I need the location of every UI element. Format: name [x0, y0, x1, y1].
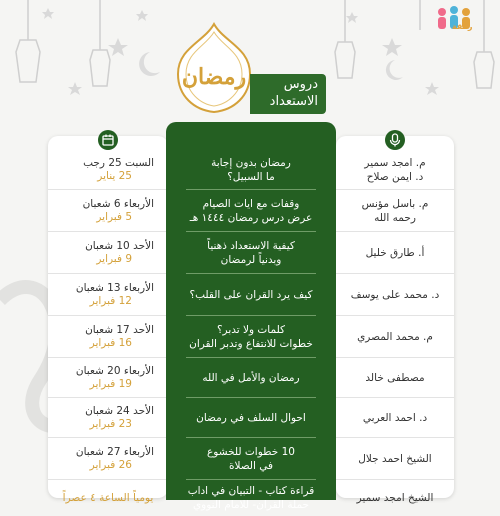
- speaker-name-line: م. امجد سمير: [364, 156, 426, 169]
- lesson-title-line: وبدنياً لرمضان: [220, 254, 282, 266]
- speaker-name-line: الشيخ امجد سمير: [356, 492, 434, 504]
- lesson-row: [166, 316, 336, 358]
- date-row: [48, 358, 168, 398]
- date-row: [48, 316, 168, 358]
- lesson-title-line: رمضان والأمل في الله: [202, 372, 300, 384]
- hijri-date: الأحد 17 شعبان: [85, 323, 154, 336]
- gregorian-date: 9 فبراير: [96, 252, 132, 265]
- lesson-row: [166, 274, 336, 316]
- date-row: [48, 480, 168, 516]
- lesson-title-line: ما السبيل؟: [227, 171, 275, 183]
- daily-time: يومياً الساعة ٤ عصراً: [62, 492, 154, 504]
- speaker-row: [336, 358, 454, 398]
- hijri-date: الأحد 10 شعبان: [85, 239, 154, 252]
- lesson-row: [166, 232, 336, 274]
- date-row: [48, 274, 168, 316]
- lesson-title-line: احوال السلف في رمضان: [196, 412, 306, 424]
- speaker-name-line: م. محمد المصري: [357, 330, 433, 343]
- title-line-1: دروس: [283, 77, 318, 92]
- lesson-title-line: 10 خطوات للخشوع: [207, 446, 295, 458]
- lesson-title-line: حملة القران- للامام النووي: [192, 499, 310, 511]
- lesson-title-line: خطوات للانتفاع وتدبر القران: [189, 338, 313, 350]
- lesson-title-line: كلمات ولا تدبر؟: [216, 324, 286, 336]
- ramadan-emblem: [172, 22, 256, 114]
- lesson-title-line: وقفات مع ايات الصيام: [202, 198, 300, 210]
- speaker-row: [336, 274, 454, 316]
- lesson-row: [166, 358, 336, 398]
- speaker-row: [336, 190, 454, 232]
- speaker-row: [336, 316, 454, 358]
- lesson-title-line: في الصلاة: [228, 460, 274, 472]
- speaker-name-line: د. محمد على يوسف: [350, 288, 440, 301]
- lesson-title-line: كيف يرد القران على القلب؟: [189, 289, 313, 301]
- logo-icon: [434, 4, 484, 36]
- lesson-row: [166, 398, 336, 438]
- emblem-text: رمضان: [181, 64, 247, 90]
- speakers-column: [336, 136, 454, 504]
- microphone-icon: [385, 130, 405, 150]
- hijri-date: الأحد 24 شعبان: [85, 404, 154, 417]
- speaker-row: [336, 232, 454, 274]
- gregorian-date: 12 فبراير: [89, 294, 132, 307]
- date-row: [48, 190, 168, 232]
- lesson-title-line: رمضان بدون إجابة: [211, 157, 291, 169]
- speaker-row: [336, 150, 454, 190]
- page-title: [250, 74, 326, 114]
- gregorian-date: 26 فبراير: [89, 458, 132, 471]
- lesson-title-line: كيفية الاستعداد ذهنياً: [207, 240, 295, 252]
- date-row: [48, 438, 168, 480]
- gregorian-date: 5 فبراير: [96, 210, 132, 223]
- date-row: [48, 150, 168, 190]
- speaker-row: [336, 438, 454, 480]
- speaker-row: [336, 480, 454, 516]
- lesson-row: [166, 190, 336, 232]
- lessons-column: [166, 122, 336, 511]
- hijri-date: الأربعاء 13 شعبان: [75, 281, 154, 294]
- speaker-name-line: أ. طارق خليل: [365, 246, 425, 259]
- calendar-icon: [98, 130, 118, 150]
- speaker-name-line: مصطفى خالد: [365, 371, 425, 384]
- hijri-date: الأربعاء 27 شعبان: [75, 445, 154, 458]
- speaker-name-line: الشيخ احمد جلال: [358, 452, 432, 465]
- title-line-2: الاستعداد: [269, 94, 318, 109]
- speaker-name-line: د. احمد العربي: [362, 411, 428, 424]
- hijri-date: الأربعاء 20 شعبان: [75, 364, 154, 377]
- gregorian-date: 16 فبراير: [89, 336, 132, 349]
- speaker-name-line: م. باسل مؤنس: [361, 197, 429, 210]
- logo-text: رفقة: [452, 22, 473, 31]
- dates-column: [48, 136, 168, 504]
- speaker-name-line: رحمه الله: [374, 211, 416, 224]
- lesson-row: [166, 438, 336, 480]
- date-row: [48, 232, 168, 274]
- lesson-title-line: قراءة كتاب - التبيان في اداب: [187, 485, 315, 497]
- gregorian-date: 25 يناير: [97, 169, 132, 182]
- hijri-date: السبت 25 رجب: [83, 156, 154, 169]
- lesson-title-line: عرض درس رمضان ١٤٤٤ هـ: [189, 212, 313, 224]
- gregorian-date: 19 فبراير: [89, 377, 132, 390]
- hijri-date: الأربعاء 6 شعبان: [82, 197, 154, 210]
- gregorian-date: 23 فبراير: [89, 417, 132, 430]
- speaker-row: [336, 398, 454, 438]
- date-row: [48, 398, 168, 438]
- speaker-name-line: د. ايمن صلاح: [366, 170, 424, 183]
- lesson-row: [166, 150, 336, 190]
- lesson-row: [166, 480, 336, 516]
